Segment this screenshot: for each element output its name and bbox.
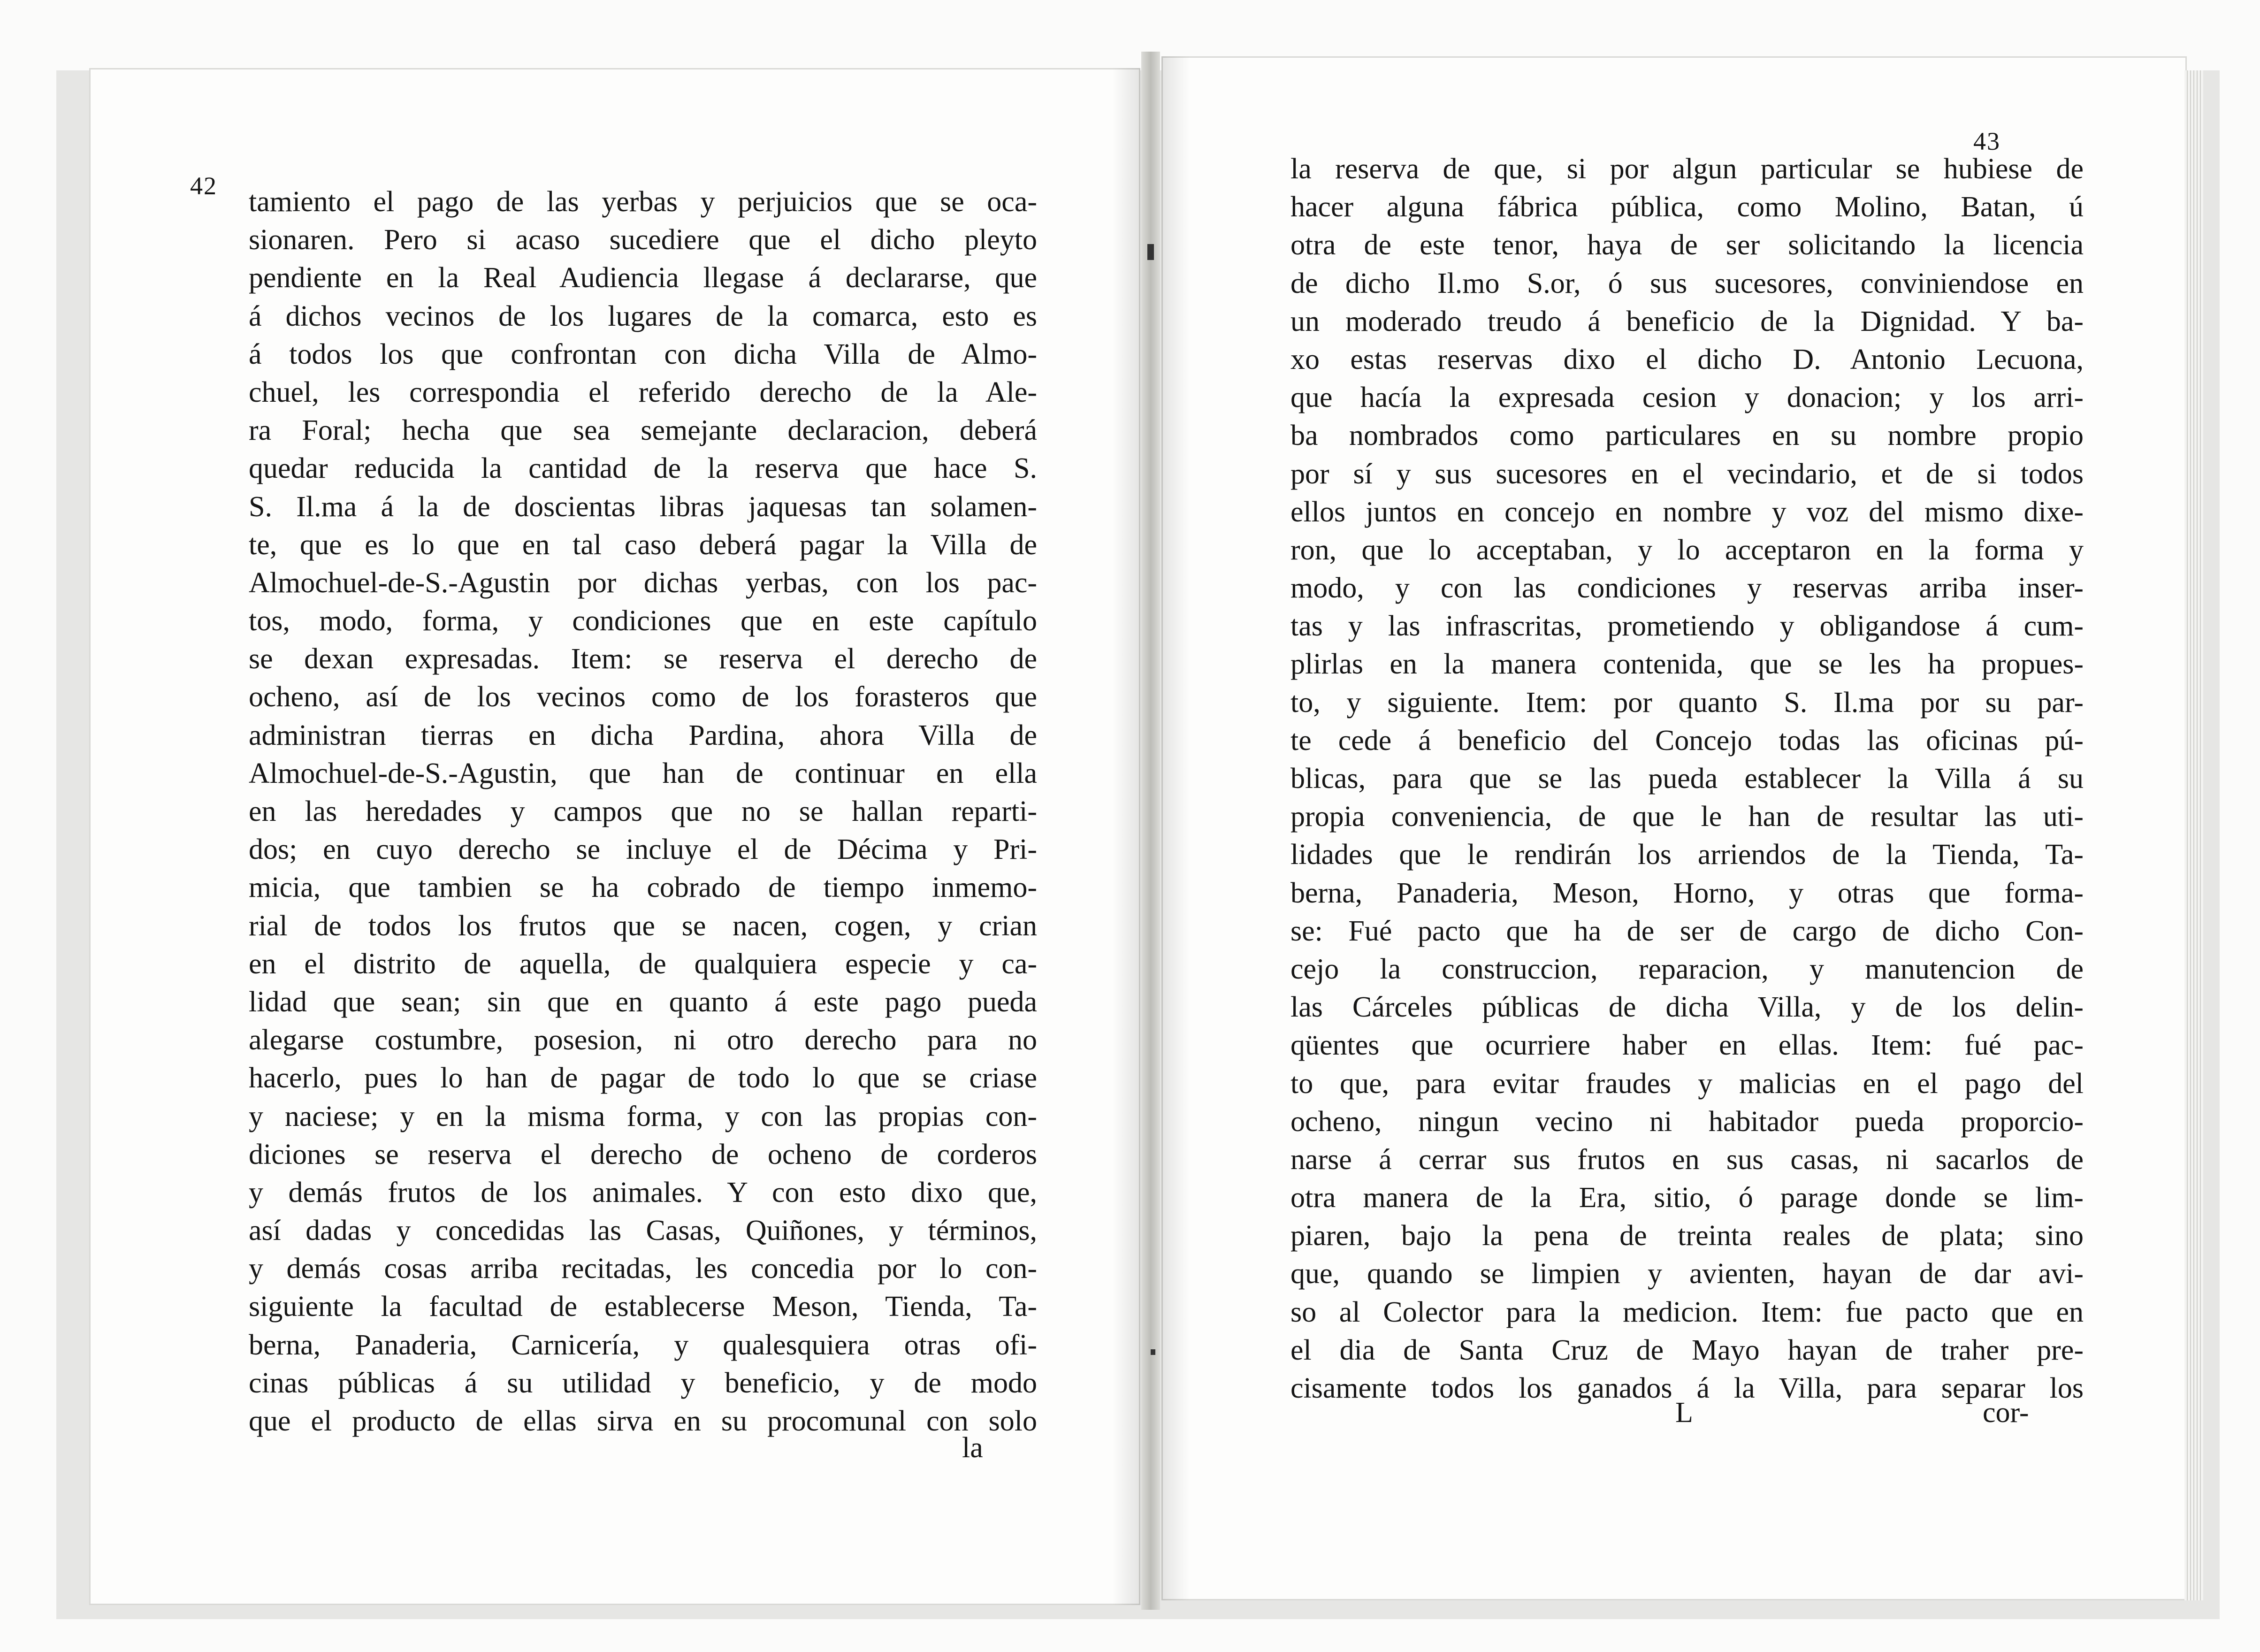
text-line: se: Fué pacto que ha de ser de cargo de dicho Con- xyxy=(1290,915,2084,947)
text-line: qüentes que ocurriere haber en ellas. Item: fué pac- xyxy=(1290,1029,2084,1062)
text-line: y demás cosas arriba recitadas, les concedia por lo con- xyxy=(249,1253,1037,1285)
text-line: y demás frutos de los animales. Y con esto dixo que, xyxy=(249,1176,1037,1208)
text-line: ocheno, ningun vecino ni habitador pueda proporcio- xyxy=(1290,1105,2084,1138)
text-line: piaren, bajo la pena de treinta reales de plata; sino xyxy=(1290,1220,2084,1252)
text-line: que, quando se limpien y avienten, hayan de dar avi- xyxy=(1290,1258,2084,1290)
text-line: S. Il.ma á la de doscientas libras jaquesas tan solamen- xyxy=(249,490,1037,523)
text-line: ba nombrados como particulares en su nombre propio xyxy=(1290,420,2084,452)
text-line: xo estas reservas dixo el dicho D. Antonio Lecuona, xyxy=(1290,343,2084,375)
catchword-right: cor- xyxy=(1983,1397,2029,1429)
binding-mark xyxy=(1147,244,1154,260)
text-line: un moderado treudo á beneficio de la Dignidad. Y ba- xyxy=(1290,305,2084,337)
text-line: Almochuel-de-S.-Agustin, que han de continuar en ella xyxy=(249,757,1037,789)
text-line: narse á cerrar sus frutos en sus casas, ni sacarlos de xyxy=(1290,1143,2084,1176)
text-line: tamiento el pago de las yerbas y perjuicios que se oca- xyxy=(249,186,1037,218)
text-line: las Cárceles públicas de dicha Villa, y de los delin- xyxy=(1290,991,2084,1024)
text-line: alegarse costumbre, posesion, ni otro derecho para no xyxy=(249,1024,1037,1056)
text-line: te cede á beneficio del Concejo todas las oficinas pú- xyxy=(1290,724,2084,757)
text-line: se dexan expresadas. Item: se reserva el derecho de xyxy=(249,643,1037,675)
text-line: administran tierras en dicha Pardina, ahora Villa de xyxy=(249,719,1037,751)
text-line: cinas públicas á su utilidad y beneficio, y de modo xyxy=(249,1367,1037,1399)
text-line: tos, modo, forma, y condiciones que en este capítulo xyxy=(249,605,1037,637)
text-line: en las heredades y campos que no se hallan reparti- xyxy=(249,795,1037,827)
text-line: ron, que lo acceptaban, y lo acceptaron en la forma y xyxy=(1290,534,2084,566)
text-line: te, que es lo que en tal caso deberá pagar la Villa de xyxy=(249,528,1037,561)
signature-mark: L xyxy=(1675,1397,1693,1429)
text-line: otra de este tenor, haya de ser solicitando la licencia xyxy=(1290,229,2084,261)
text-line: el dia de Santa Cruz de Mayo hayan de traher pre- xyxy=(1290,1334,2084,1366)
text-line: diciones se reserva el derecho de ocheno de corderos xyxy=(249,1138,1037,1170)
text-line: hacer alguna fábrica pública, como Molino, Batan, ú xyxy=(1290,191,2084,223)
text-line: hacerlo, pues lo han de pagar de todo lo que se criase xyxy=(249,1062,1037,1094)
text-line: y naciese; y en la misma forma, y con las propias con- xyxy=(249,1100,1037,1132)
text-line: plirlas en la manera contenida, que se les ha propues- xyxy=(1290,648,2084,681)
text-line: de dicho Il.mo S.or, ó sus sucesores, conviniendose en xyxy=(1290,267,2084,299)
text-line: lidades que le rendirán los arriendos de la Tienda, Ta- xyxy=(1290,839,2084,871)
right-page-text xyxy=(1290,150,2084,1407)
text-line: chuel, les correspondia el referido derecho de la Ale- xyxy=(249,376,1037,408)
text-line: so al Colector para la medicion. Item: fue pacto que en xyxy=(1290,1296,2084,1328)
text-line: modo, y con las condiciones y reservas arriba inser- xyxy=(1290,572,2084,604)
text-line: lidad que sean; sin que en quanto á este pago pueda xyxy=(249,986,1037,1018)
text-line: pendiente en la Real Audiencia llegase á declararse, que xyxy=(249,262,1037,294)
text-line: cisamente todos los ganados á la Villa, para separar los xyxy=(1290,1372,2084,1404)
text-line: á dichos vecinos de los lugares de la comarca, esto es xyxy=(249,300,1037,332)
page-number-right: 43 xyxy=(1973,127,2000,155)
book-gutter xyxy=(1141,52,1160,1610)
text-line: cejo la construccion, reparacion, y manutencion de xyxy=(1290,953,2084,985)
text-line: berna, Panaderia, Carnicería, y qualesquiera otras ofi- xyxy=(249,1329,1037,1361)
text-line: propia conveniencia, de que le han de resultar las uti- xyxy=(1290,801,2084,833)
text-line: quedar reducida la cantidad de la reserva que hace S. xyxy=(249,452,1037,485)
text-line: en el distrito de aquella, de qualquiera especie y ca- xyxy=(249,948,1037,980)
text-line: así dadas y concedidas las Casas, Quiñones, y términos, xyxy=(249,1215,1037,1247)
text-line: ellos juntos en concejo en nombre y voz del mismo dixe- xyxy=(1290,496,2084,528)
text-line: que hacía la expresada cesion y donacion; y los arri- xyxy=(1290,382,2084,414)
text-line: la reserva de que, si por algun particular se hubiese de xyxy=(1290,153,2084,185)
text-line: ra Foral; hecha que sea semejante declaracion, deberá xyxy=(249,414,1037,447)
binding-mark xyxy=(1151,1349,1155,1355)
page-edge-stack xyxy=(2184,70,2203,1600)
text-line: to, y siguiente. Item: por quanto S. Il.ma por su par- xyxy=(1290,686,2084,719)
text-line: otra manera de la Era, sitio, ó parage donde se lim- xyxy=(1290,1182,2084,1214)
text-line: rial de todos los frutos que se nacen, cogen, y crian xyxy=(249,910,1037,942)
text-line: á todos los que confrontan con dicha Villa de Almo- xyxy=(249,338,1037,370)
text-line: que el producto de ellas sirva en su procomunal con solo xyxy=(249,1405,1037,1437)
text-line: micia, que tambien se ha cobrado de tiempo inmemo- xyxy=(249,872,1037,904)
text-line: sionaren. Pero si acaso sucediere que el dicho pleyto xyxy=(249,224,1037,256)
text-line: berna, Panaderia, Meson, Horno, y otras que forma- xyxy=(1290,877,2084,909)
text-line: ocheno, así de los vecinos como de los forasteros que xyxy=(249,681,1037,713)
catchword-left: la xyxy=(962,1432,983,1464)
text-line: Almochuel-de-S.-Agustin por dichas yerbas, con los pac- xyxy=(249,566,1037,599)
text-line: blicas, para que se las pueda establecer la Villa á su xyxy=(1290,763,2084,795)
left-page-text xyxy=(249,183,1037,1440)
text-line: siguiente la facultad de establecerse Meson, Tienda, Ta- xyxy=(249,1291,1037,1323)
text-line: por sí y sus sucesores en el vecindario, et de si todos xyxy=(1290,458,2084,490)
page-number-left: 42 xyxy=(190,172,217,200)
text-line: tas y las infrascritas, prometiendo y obligandose á cum- xyxy=(1290,610,2084,642)
text-line: dos; en cuyo derecho se incluye el de Décima y Pri- xyxy=(249,834,1037,866)
text-line: to que, para evitar fraudes y malicias en el pago del xyxy=(1290,1067,2084,1100)
